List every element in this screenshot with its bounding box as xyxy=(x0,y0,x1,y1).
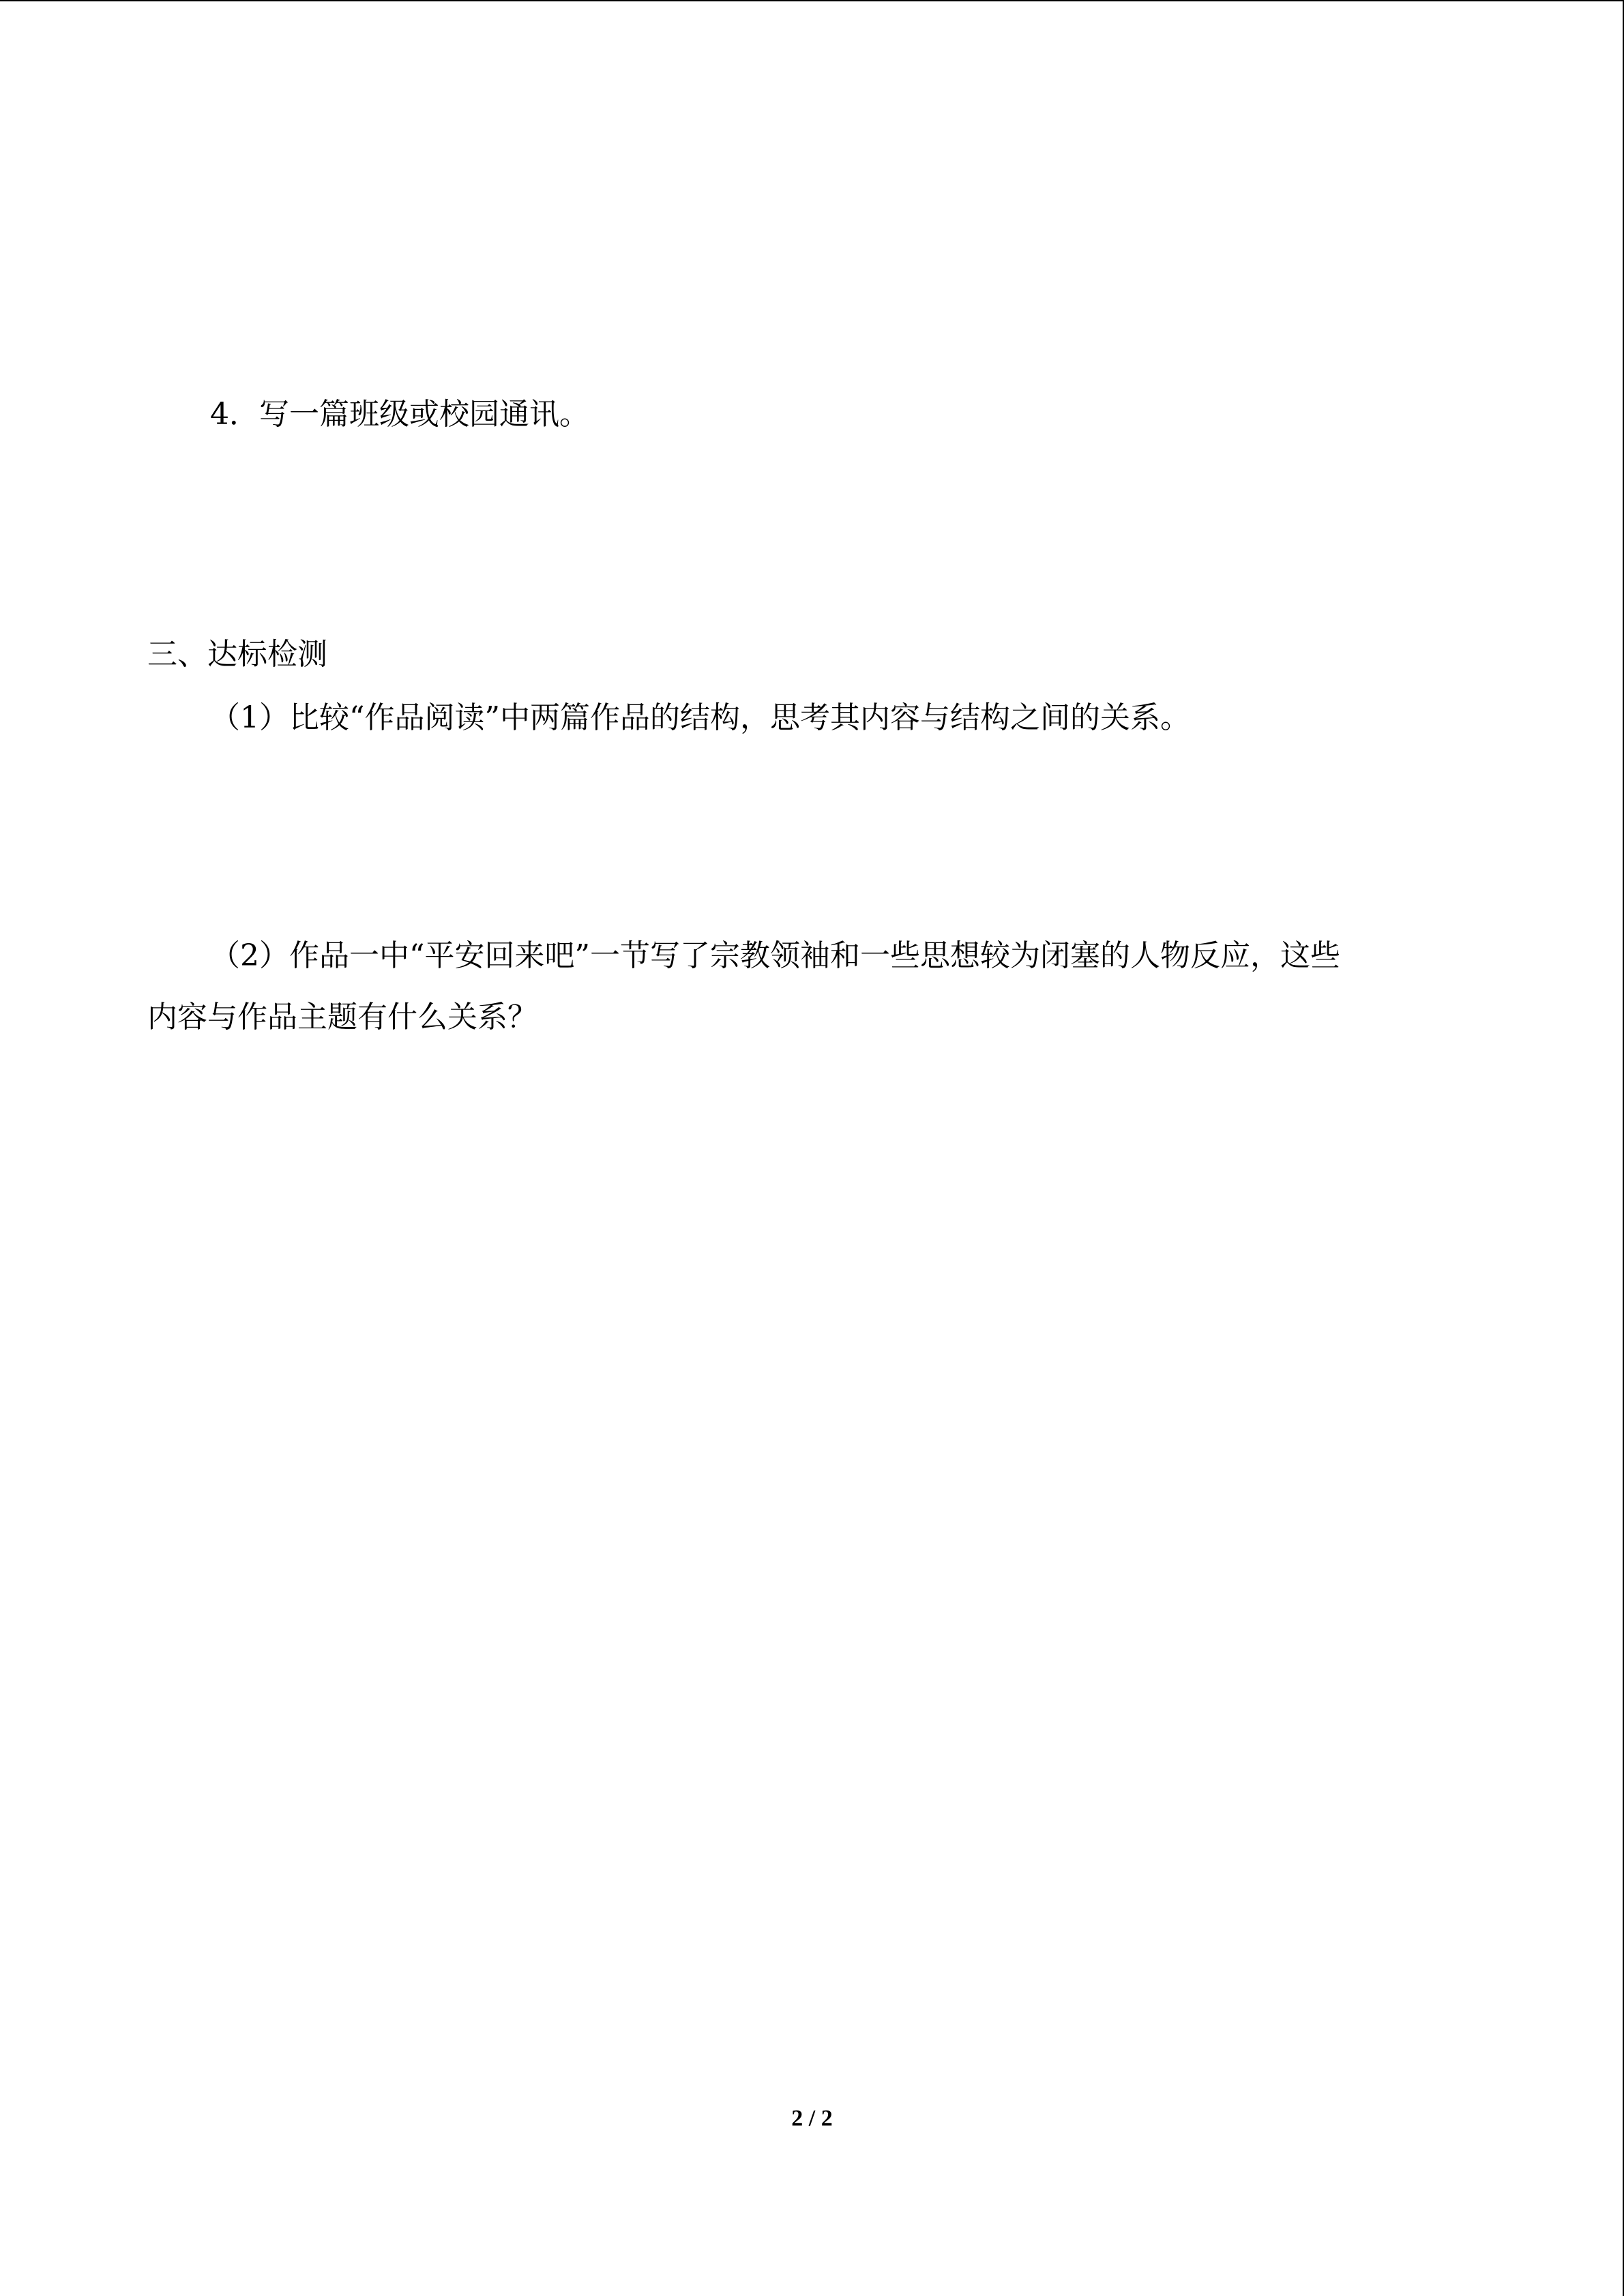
question-1: （1）比较“作品阅读”中两篇作品的结构，思考其内容与结构之间的关系。 xyxy=(210,700,1190,735)
section-heading: 三、达标检测 xyxy=(147,637,327,672)
question-2-line-2: 内容与作品主题有什么关系？ xyxy=(147,1000,537,1034)
question-2-line-1: （2）作品一中“平安回来吧”一节写了宗教领袖和一些思想较为闭塞的人物反应，这些 xyxy=(210,938,1340,973)
page-number: 2 / 2 xyxy=(791,2106,833,2131)
exercise-item-4: 4．写一篇班级或校园通讯。 xyxy=(210,397,589,432)
